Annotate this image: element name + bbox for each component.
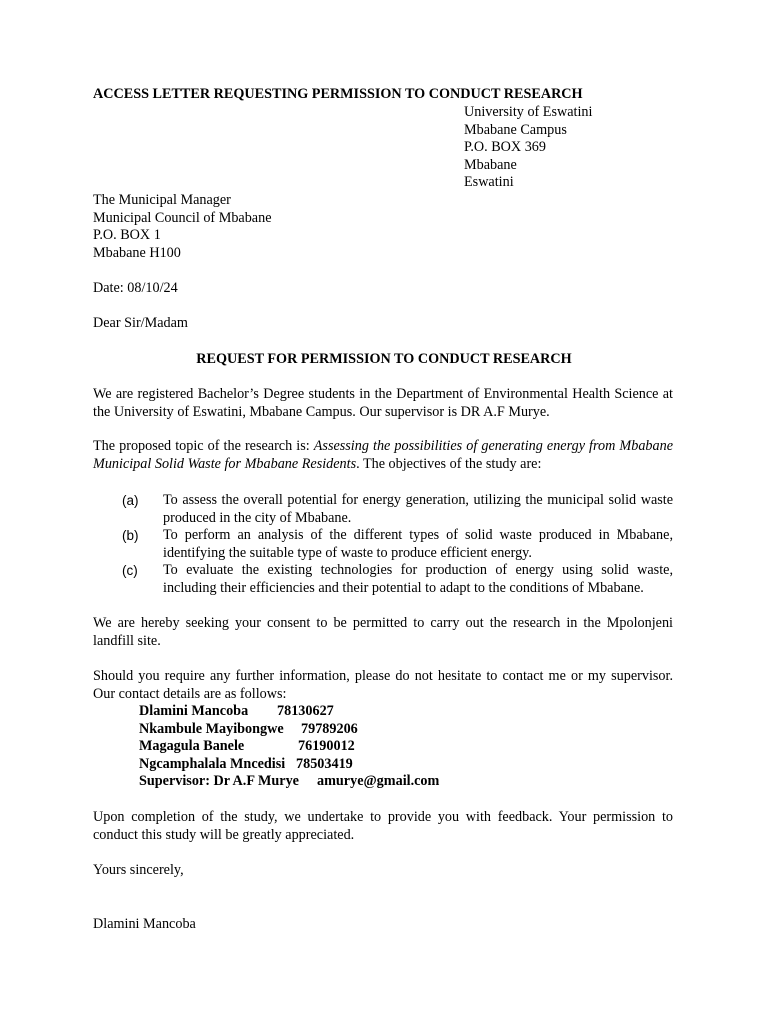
recipient-address-line: Mbabane H100 [93,244,181,261]
contact-name: Dlamini Mancoba [139,703,249,719]
sender-address-line: University of Eswatini [464,104,593,120]
topic-suffix: . The objectives of the study are: [356,455,542,472]
salutation: Dear Sir/Madam [93,315,188,331]
contact-phone: 79789206 [301,720,358,737]
recipient-address-line: The Municipal Manager [93,192,231,208]
intro-paragraph: We are registered Bachelor’s Degree students in the Department of Environmental Health Science at the University of Eswatini, Mbabane Campus. Our supervisor is DR A.F Murye. [93,386,673,420]
topic-prefix: The proposed topic of the research is: [93,438,314,454]
contact-name: Ngcamphalala Mncedisi [139,755,286,772]
closing-line: Yours sincerely, [93,862,184,878]
feedback-paragraph: Upon completion of the study, we undertake to provide you with feedback. Your permission to conduct this study will be greatly appreciated. [93,809,673,843]
contact-name: Nkambule Mayibongwe [139,720,284,737]
recipient-address-line: P.O. BOX 1 [93,227,161,243]
contact-email: amurye@gmail.com [317,773,440,789]
sender-address-line: Mbabane Campus [464,121,567,138]
topic-title: Assessing the possibilities of generating energy from Mbabane Municipal Solid Waste for Mbabane Residents [93,438,673,472]
signature-name: Dlamini Mancoba [93,916,196,932]
recipient-address [93,192,272,262]
objective-text: To evaluate the existing technologies for production of energy using solid waste, including their efficiencies and their potential to adapt to the conditions of Mbabane. [163,562,673,596]
letter-date: Date: 08/10/24 [93,280,178,296]
objective-label: (b) [122,528,139,543]
objective-text: To perform an analysis of the different types of solid waste produced in Mbabane, identifying the suitable type of waste to produce efficient energy. [163,527,673,561]
objective-text: To assess the overall potential for energy generation, utilizing the municipal solid waste produced in the city of Mbabane. [163,492,673,526]
contact-name: Supervisor: Dr A.F Murye [139,773,299,789]
contact-name: Magagula Banele [139,738,245,754]
sender-address-line: Eswatini [464,174,514,190]
objective-label: (c) [122,563,138,578]
sender-address [464,104,592,192]
contact-phone: 78130627 [277,703,334,719]
consent-paragraph: We are hereby seeking your consent to be permitted to carry out the research in the Mpolonjeni landfill site. [93,615,673,649]
letter-heading: ACCESS LETTER REQUESTING PERMISSION TO CONDUCT RESEARCH [93,86,583,102]
sender-address-line: P.O. BOX 369 [464,139,546,155]
contact-phone: 78503419 [296,755,353,772]
sender-address-line: Mbabane [464,156,517,173]
contact-paragraph: Should you require any further information, please do not hesitate to contact me or my supervisor. Our contact details are as follows: [93,668,673,702]
contact-phone: 76190012 [298,738,355,754]
subject-line: REQUEST FOR PERMISSION TO CONDUCT RESEARCH [196,351,572,367]
recipient-address-line: Municipal Council of Mbabane [93,209,272,226]
objective-label: (a) [122,493,139,508]
topic-paragraph [93,438,673,473]
